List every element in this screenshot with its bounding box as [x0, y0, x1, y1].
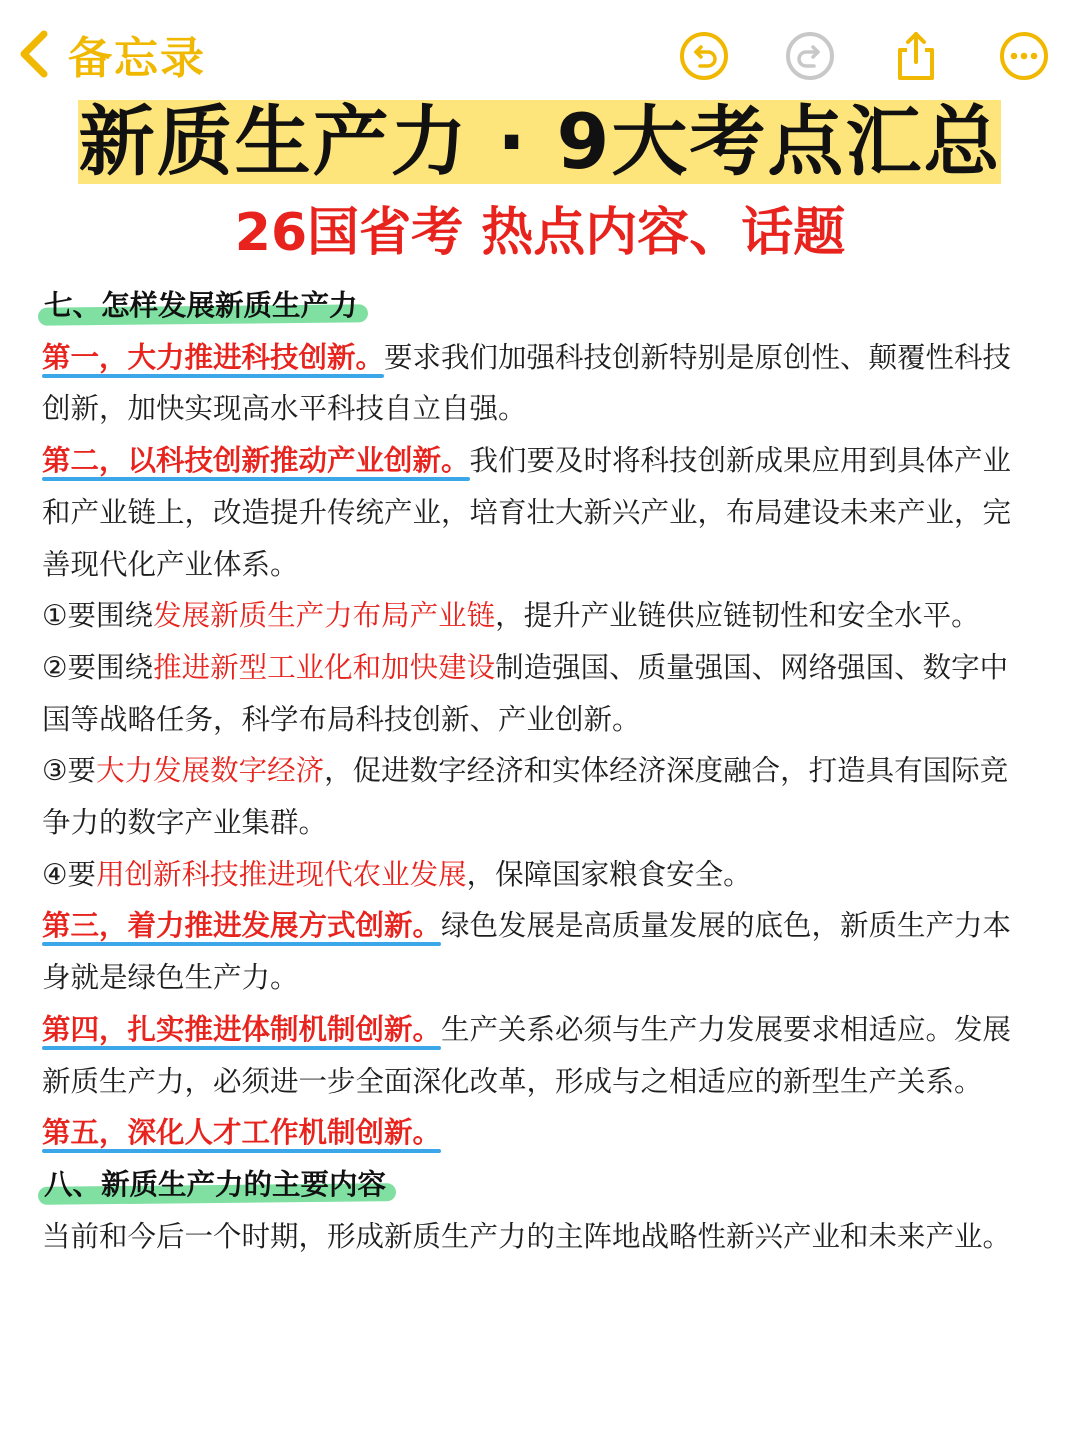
- more-button[interactable]: [998, 30, 1050, 82]
- list-item-3: [42, 745, 1032, 848]
- paragraph-6-text: 当前和今后一个时期，形成新质生产力的主阵地战略性新兴产业和未来产业。: [42, 1219, 1012, 1253]
- key-point-2: 第二，以科技创新推动产业创新。: [42, 444, 470, 478]
- paragraph-2-text: 我们要及时将科技创新成果应用到具体产业和产业链上，改造提升传统产业，培育壮大新兴产业，布局建设未来产业，完善现代化产业体系。: [42, 444, 1012, 581]
- page-title: 新质生产力 · 9大考点汇总: [78, 97, 1002, 186]
- list-item-4: [42, 849, 1032, 901]
- note-body[interactable]: [42, 280, 1032, 1262]
- key-point-3: 第三，着力推进发展方式创新。: [42, 909, 442, 943]
- section-7-label: 七、怎样发展新质生产力: [42, 280, 362, 332]
- list-item-2-text: 制造强国、质量强国、网络强国、数字中国等战略任务，科学布局科技创新、产业创新。: [42, 650, 1009, 736]
- paragraph-3-text: 绿色发展是高质量发展的底色，新质生产力本身就是绿色生产力。: [42, 909, 1012, 995]
- section-heading-7: [42, 280, 1032, 332]
- share-icon: [890, 30, 942, 82]
- key-point-4: 第四，扎实推进体制机制创新。: [42, 1012, 442, 1046]
- paragraph-1-text: 要求我们加强科技创新特别是原创性、颠覆性科技创新，加快实现高水平科技自立自强。: [42, 340, 1012, 426]
- toolbar: [0, 0, 1080, 110]
- section-heading-8: [42, 1159, 1032, 1211]
- list-item-1: [42, 590, 1032, 642]
- list-item-4-highlight: 用创新科技推进现代农业发展: [96, 857, 467, 891]
- list-item-4-text: ，保障国家粮食安全。: [466, 857, 752, 891]
- paragraph-1: [42, 332, 1032, 435]
- undo-button[interactable]: [678, 30, 730, 82]
- paragraph-5: [42, 1107, 1032, 1159]
- paragraph-4-text: 生产关系必须与生产力发展要求相适应。发展新质生产力，必须进一步全面深化改革，形成与之相适应的新型生产关系。: [42, 1012, 1012, 1098]
- list-item-2-prefix: ②要围绕: [42, 650, 154, 684]
- paragraph-2: [42, 435, 1032, 590]
- list-item-2-highlight: 推进新型工业化和加快建设: [153, 650, 496, 684]
- paragraph-4: [42, 1004, 1032, 1107]
- redo-icon: [784, 30, 836, 82]
- list-item-1-highlight: 发展新质生产力布局产业链: [153, 599, 496, 633]
- key-point-1: 第一，大力推进科技创新。: [42, 340, 385, 374]
- key-point-5: 第五，深化人才工作机制创新。: [42, 1116, 442, 1150]
- list-item-2: [42, 642, 1032, 745]
- paragraph-3: [42, 900, 1032, 1003]
- list-item-3-prefix: ③要: [42, 754, 97, 788]
- undo-icon: [678, 30, 730, 82]
- back-label: 备忘录: [68, 33, 206, 84]
- list-item-3-highlight: 大力发展数字经济: [96, 754, 325, 788]
- more-icon: [998, 30, 1050, 82]
- share-button[interactable]: [890, 30, 942, 82]
- list-item-3-text: ，促进数字经济和实体经济深度融合，打造具有国际竞争力的数字产业集群。: [42, 754, 1009, 840]
- list-item-4-prefix: ④要: [42, 857, 97, 891]
- chevron-left-icon: [14, 28, 54, 80]
- back-button[interactable]: [14, 26, 206, 82]
- page-subtitle: 26国省考 热点内容、话题: [234, 203, 846, 263]
- section-8-label: 八、新质生产力的主要内容: [42, 1159, 390, 1211]
- list-item-1-prefix: ①要围绕: [42, 599, 154, 633]
- list-item-1-text: ，提升产业链供应链韧性和安全水平。: [495, 599, 980, 633]
- redo-button[interactable]: [784, 30, 836, 82]
- paragraph-6: [42, 1211, 1032, 1263]
